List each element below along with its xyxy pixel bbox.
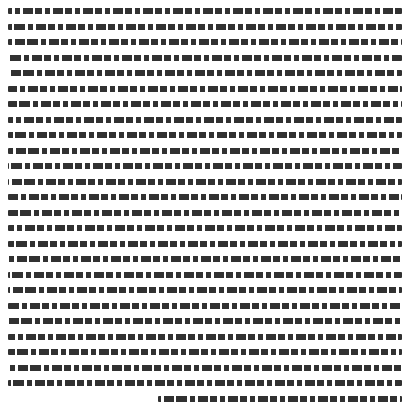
text-line [8, 256, 402, 262]
text-line [8, 287, 402, 293]
text-line [8, 210, 402, 216]
text-line [8, 163, 402, 169]
text-line [8, 39, 402, 45]
text-line [8, 365, 402, 371]
text-line [158, 396, 402, 402]
text-line [8, 86, 402, 92]
text-line [8, 194, 402, 200]
text-line [8, 179, 402, 185]
text-line [8, 8, 402, 14]
article-paragraph [8, 3, 402, 407]
text-line [8, 132, 402, 138]
text-line [8, 225, 402, 231]
text-line [8, 272, 402, 278]
text-line [8, 380, 402, 386]
text-line [8, 303, 402, 309]
text-line [8, 334, 402, 340]
text-line [8, 349, 402, 355]
text-line [8, 117, 402, 123]
text-line [8, 101, 402, 107]
text-line [8, 148, 402, 154]
text-line [8, 70, 402, 76]
text-line [8, 241, 402, 247]
text-line [8, 24, 402, 30]
text-line [8, 318, 402, 324]
text-line [8, 55, 402, 61]
paragraph-text [8, 3, 402, 407]
